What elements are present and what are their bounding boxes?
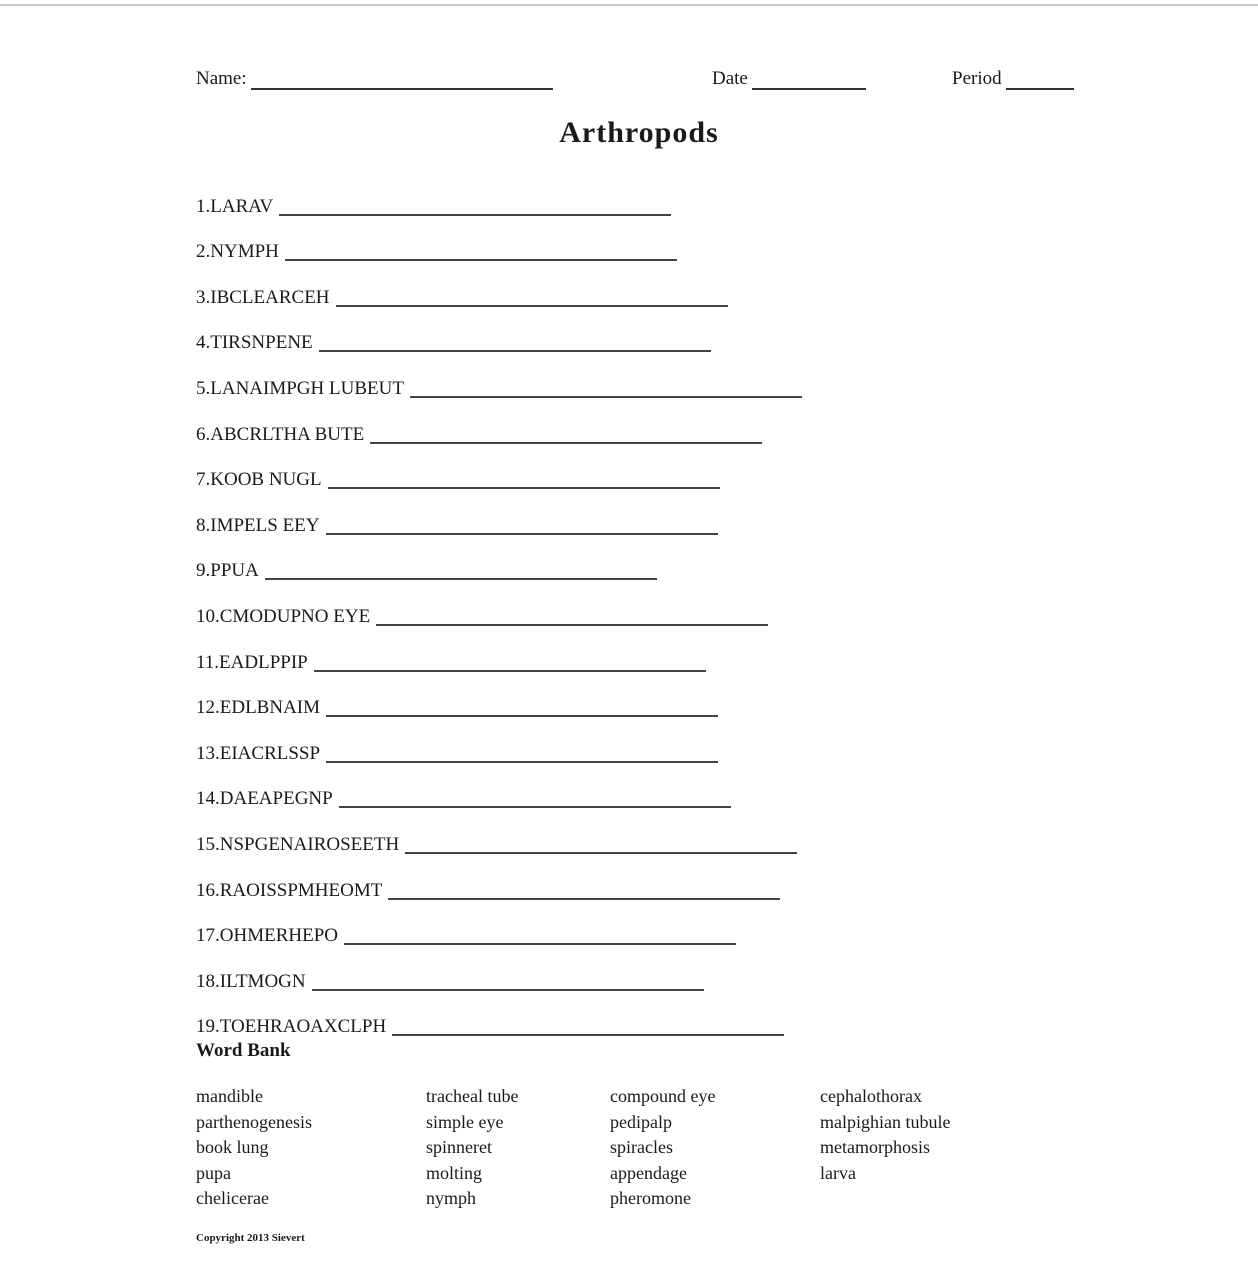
answer-blank-line (388, 878, 780, 900)
answer-blank-line (312, 969, 704, 991)
scrambled-word: EIACRLSSP (219, 742, 321, 764)
answer-blank-line (265, 558, 657, 580)
answer-blank-line (336, 285, 728, 307)
answer-blank-line (285, 239, 677, 261)
question-number: 2. (196, 241, 211, 263)
scrambled-word: LANAIMPGH LUBEUT (210, 377, 404, 399)
question-row (196, 582, 996, 628)
copyright-notice: Copyright 2013 Sievert (196, 1232, 305, 1244)
page-top-border (0, 4, 1258, 6)
period-label: Period (952, 68, 1002, 89)
word-bank-item: pupa (196, 1162, 231, 1183)
answer-blank-line (319, 330, 711, 352)
word-bank-title: Word Bank (196, 1040, 291, 1061)
question-number: 15. (196, 833, 220, 855)
worksheet-title: Arthropods (559, 116, 719, 149)
answer-blank-line (314, 650, 706, 672)
question-number: 6. (196, 423, 211, 445)
word-bank-item: metamorphosis (820, 1137, 930, 1157)
answer-blank-line (326, 695, 718, 717)
word-bank-item: pheromone (610, 1188, 691, 1208)
date-label: Date (712, 68, 748, 89)
scrambled-word: KOOB NUGL (210, 469, 322, 491)
word-bank-item: mandible (196, 1086, 263, 1106)
scrambled-word: IBCLEARCEH (210, 286, 330, 308)
question-row (196, 263, 996, 309)
question-row (196, 491, 996, 537)
answer-blank-line (328, 467, 720, 489)
period-blank-line (1006, 66, 1074, 90)
question-row (196, 218, 996, 264)
word-bank-item: larva (820, 1162, 856, 1183)
question-row (196, 719, 996, 765)
answer-blank-line (326, 513, 718, 535)
question-number: 19. (196, 1016, 220, 1038)
date-blank-line (752, 66, 866, 90)
period-field (952, 66, 1074, 90)
word-bank-item: molting (426, 1162, 483, 1183)
question-row (196, 354, 996, 400)
question-number: 11. (196, 651, 220, 673)
scrambled-word: RAOISSPMHEOMT (219, 879, 383, 901)
word-bank-column (820, 1086, 1040, 1188)
scrambled-word: OHMERHEPO (219, 925, 338, 947)
name-label: Name (196, 68, 242, 89)
question-number: 9. (196, 560, 211, 582)
scrambled-word: LARAV (210, 195, 274, 217)
question-row (196, 400, 996, 446)
question-number: 13. (196, 742, 220, 764)
word-bank-item: parthenogenesis (196, 1111, 312, 1132)
question-number: 17. (196, 925, 220, 947)
word-bank-column (610, 1086, 830, 1214)
word-bank-item: compound eye (610, 1086, 716, 1106)
student-info-row (196, 66, 1086, 94)
question-row (196, 993, 996, 1039)
scrambled-word: TIRSNPENE (210, 332, 313, 354)
word-bank-item: pedipalp (610, 1111, 672, 1132)
question-number: 12. (196, 697, 220, 719)
question-row (196, 810, 996, 856)
word-bank-item: cephalothorax (820, 1086, 922, 1106)
question-row (196, 765, 996, 811)
question-row (196, 902, 996, 948)
scrambled-word: TOEHRAOAXCLPH (219, 1016, 387, 1038)
question-number: 10. (196, 605, 220, 627)
answer-blank-line (392, 1014, 784, 1036)
word-bank-item: tracheal tube (426, 1086, 519, 1106)
question-row (196, 172, 996, 218)
answer-blank-line (370, 422, 762, 444)
word-bank-item: simple eye (426, 1111, 504, 1132)
question-number: 18. (196, 970, 220, 992)
word-bank-item: spinneret (426, 1137, 492, 1157)
scramble-question-list (196, 172, 996, 1038)
question-row (196, 446, 996, 492)
question-row (196, 856, 996, 902)
scrambled-word: EDLBNAIM (219, 697, 321, 719)
scrambled-word: EADLPPIP (219, 651, 308, 673)
question-number: 7. (196, 469, 211, 491)
word-bank-item: spiracles (610, 1137, 673, 1157)
word-bank-item: book lung (196, 1137, 269, 1157)
question-number: 3. (196, 286, 211, 308)
question-number: 4. (196, 332, 211, 354)
answer-blank-line (344, 923, 736, 945)
question-row (196, 537, 996, 583)
question-number: 5. (196, 377, 211, 399)
answer-blank-line (410, 376, 802, 398)
word-bank-item: appendage (610, 1162, 687, 1183)
name-blank-line (251, 66, 553, 90)
date-field (712, 66, 866, 90)
name-field: Name : (196, 66, 553, 90)
word-bank-item: chelicerae (196, 1188, 269, 1208)
question-row (196, 674, 996, 720)
word-bank-item: malpighian tubule (820, 1111, 951, 1132)
answer-blank-line (326, 741, 718, 763)
question-row (196, 947, 996, 993)
scrambled-word: ABCRLTHA BUTE (210, 423, 365, 445)
question-number: 1. (196, 195, 211, 217)
scrambled-word: NSPGENAIROSEETH (219, 833, 400, 855)
scrambled-word: PPUA (210, 560, 259, 582)
scrambled-word: IMPELS EEY (210, 514, 320, 536)
question-number: 14. (196, 788, 220, 810)
scrambled-word: ILTMOGN (219, 970, 306, 992)
word-bank-item: nymph (426, 1188, 477, 1208)
question-number: 8. (196, 514, 211, 536)
word-bank-column (196, 1086, 416, 1214)
scrambled-word: NYMPH (210, 241, 279, 263)
scrambled-word: DAEAPEGNP (219, 788, 333, 810)
question-number: 16. (196, 879, 220, 901)
question-row (196, 628, 996, 674)
answer-blank-line (279, 194, 671, 216)
answer-blank-line (376, 604, 768, 626)
answer-blank-line (339, 786, 731, 808)
answer-blank-line (405, 832, 797, 854)
question-row (196, 309, 996, 355)
scrambled-word: CMODUPNO EYE (219, 605, 371, 627)
